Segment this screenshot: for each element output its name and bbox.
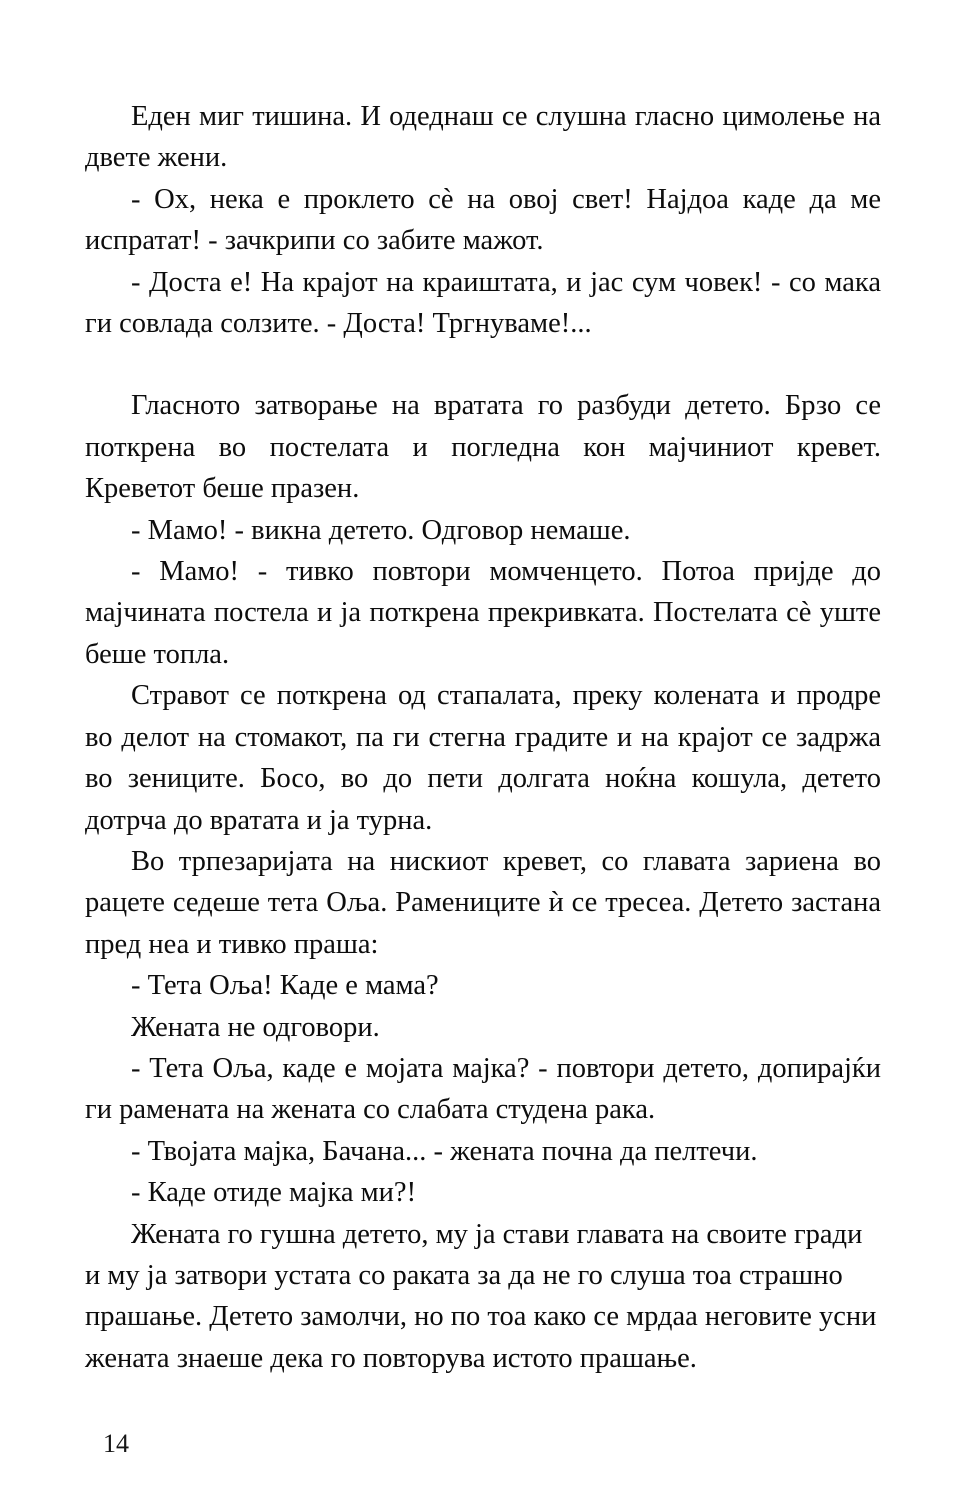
paragraph: - Ох, нека е проклето сè на овој свет! Најдоа каде да ме испратат! - зачкрипи со забите мажот. [85,183,881,257]
paragraph: - Доста е! На крајот на краиштата, и јас сум човек! - со мака ги совлада солзите. - Доста! Тргнуваме!... [85,266,881,340]
paragraph: Жената го гушна детето, му ја стави главата на своите гради и му ја затвори устата со раката за да не го слуша тоа страшно прашање. Детето замолчи, но по тоа како се мрдаа неговите усни жената знаеше дека го повторува истото прашање. [85,1218,877,1374]
page-number: 14 [103,1429,129,1458]
paragraph: - Твојата мајка, Бачана... - жената почна да пелтечи. [131,1135,758,1167]
paragraph: Еден миг тишина. И одеднаш се слушна гласно цимолење на двете жени. [85,101,881,174]
paragraph: Гласното затворање на вратата го разбуди детето. Брзо се поткрена во постелата и погледна кон мајчиниот кревет. Креветот беше празен. [85,390,881,505]
paragraph: Стравот се поткрена од стапалата, преку колената и продре во делот на стомакот, па ги стегна градите и на крајот се задржа во зениците. Босо, во до пети долгата ноќна кошула, детето дотрча до вратата и ја турна. [85,680,881,836]
paragraph: Жената не одговори. [131,1011,380,1043]
paragraph: - Тета Оља! Каде е мама? [131,970,439,1002]
paragraph-block-separator [85,344,881,385]
paragraph: - Тета Оља, каде е мојата мајка? - повтори детето, допирајќи ги рамената на жената со слабата студена рака. [85,1052,881,1126]
paragraph: - Мамо! - тивко повтори момченцето. Потоа пријде до мајчината постела и ја поткрена прекривката. Постелата сè уште беше топла. [85,556,881,670]
paragraph: - Каде отиде мајка ми?! [131,1177,417,1209]
paragraph: Во трпезаријата на нискиот кревет, со главата зариена во рацете седеше тета Оља. Раменицитe ѝ се тресеа. Детето застана пред неа и тивко праша: [85,845,881,960]
paragraph: - Мамо! - викна детето. Одговор немаше. [131,514,631,546]
page-text-column [85,96,881,1379]
